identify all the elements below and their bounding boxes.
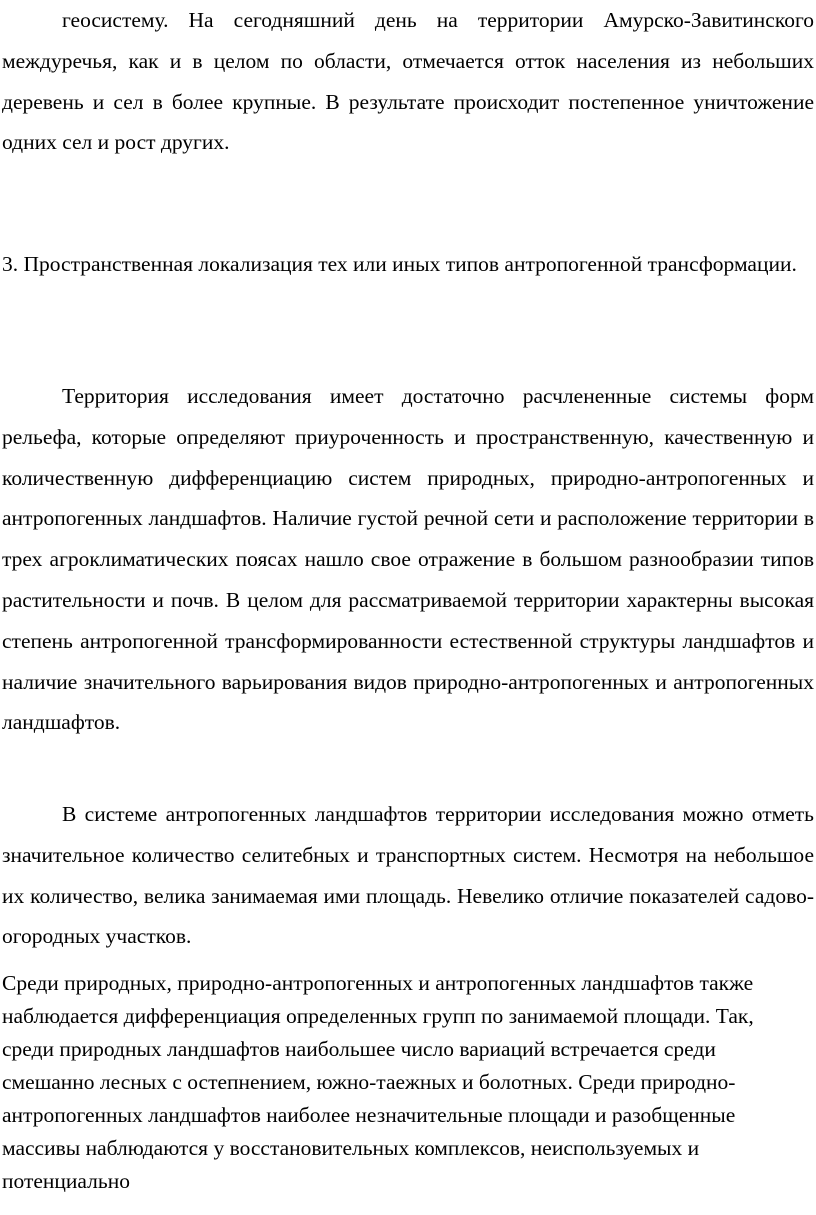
- paragraph-territory: Территория исследования имеет достаточно расчлененные системы форм рельефа, которые определяют приуроченность и пространственную, качественную и количественную дифференциацию систем природных, природно-антропогенных и антропогенных ландшафтов. Наличие густой речной сети и расположение территории в трех агроклиматических поясах нашло свое отражение в большом разнообразии типов растительности и почв. В целом для рассматриваемой территории характерны высокая степень антропогенной трансформированности естественной структуры ландшафтов и наличие значительного варьирования видов природно-антропогенных и антропогенных ландшафтов.: [2, 384, 814, 735]
- paragraph-anthropogenic-systems: В системе антропогенных ландшафтов территории исследования можно отметь значительное количество селитебных и транспортных систем. Несмотря на небольшое их количество, велика занимаемая ими площадь. Невелико отличие показателей садово-огородных участков.: [2, 802, 814, 949]
- section-heading: 3. Пространственная локализация тех или иных типов антропогенной трансформации.: [2, 252, 797, 276]
- paragraph-landscape-differentiation: Среди природных, природно-антропогенных и антропогенных ландшафтов также наблюдается дифференциация определенных групп по занимаемой площади. Так, среди природных ландшафтов наибольшее число вариаций встречается среди смешанно лесных с остепнением, южно-таежных и болотных. Среди природно-антропогенных ландшафтов наиболее незначительные площади и разобщенные массивы наблюдаются у восстановительных комплексов, неиспользуемых и потенциально: [2, 971, 754, 1193]
- paragraph-continuation: геосистему. На сегодняшний день на территории Амурско-Завитинского междуречья, как и в целом по области, отмечается отток населения из небольших деревень и сел в более крупные. В результате происходит постепенное уничтожение одних сел и рост других.: [2, 8, 814, 155]
